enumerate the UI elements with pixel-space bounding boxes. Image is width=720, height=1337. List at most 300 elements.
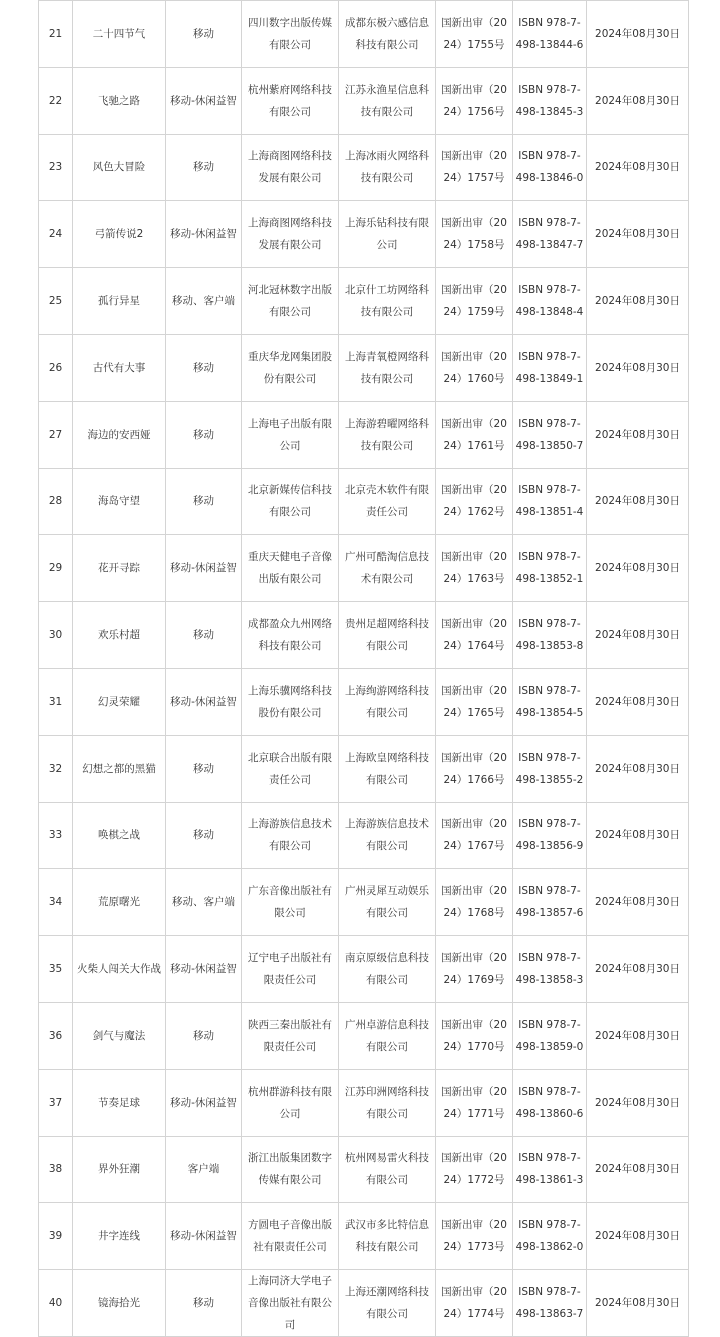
- isbn-number-cell: [513, 668, 587, 735]
- approval-number-cell: [436, 468, 513, 535]
- publisher-name-cell: [242, 668, 339, 735]
- row-number-cell: [39, 668, 73, 735]
- approval-date: 2024年08月30日: [595, 161, 680, 174]
- game-type-cell: [166, 401, 242, 468]
- row-number: 23: [48, 161, 63, 174]
- approval-number: 国新出审（2024）1760号: [441, 350, 507, 385]
- game-type: 移动: [193, 361, 214, 374]
- operator-name-cell: [339, 268, 436, 335]
- row-number: 24: [48, 228, 63, 241]
- table-row: [39, 1270, 689, 1337]
- isbn-number: ISBN 978-7-498-13858-3: [515, 952, 584, 987]
- game-type: 移动: [193, 829, 214, 842]
- publisher-name: 杭州紫府网络科技有限公司: [248, 83, 332, 118]
- publisher-name-cell: [242, 869, 339, 936]
- game-name-cell: [73, 668, 166, 735]
- approval-number-cell: [436, 735, 513, 802]
- row-number-cell: [39, 1002, 73, 1069]
- game-type: 移动-休闲益智: [170, 963, 237, 976]
- operator-name-cell: [339, 201, 436, 268]
- table-row: [39, 1203, 689, 1270]
- table-row: [39, 1002, 689, 1069]
- row-number-cell: [39, 735, 73, 802]
- row-number-cell: [39, 1, 73, 68]
- row-number-cell: [39, 134, 73, 201]
- operator-name-cell: [339, 1203, 436, 1270]
- row-number-cell: [39, 334, 73, 401]
- row-number-cell: [39, 869, 73, 936]
- approval-number-cell: [436, 535, 513, 602]
- publisher-name-cell: [242, 802, 339, 869]
- operator-name: 广州灵犀互动娱乐有限公司: [345, 885, 429, 920]
- publisher-name-cell: [242, 1136, 339, 1203]
- approval-number-cell: [436, 268, 513, 335]
- operator-name: 上海游族信息技术有限公司: [345, 818, 429, 853]
- operator-name: 成都东极六感信息科技有限公司: [345, 16, 429, 51]
- isbn-number-cell: [513, 869, 587, 936]
- isbn-number-cell: [513, 936, 587, 1003]
- row-number-cell: [39, 1069, 73, 1136]
- game-type: 移动-休闲益智: [170, 695, 237, 708]
- approval-number: 国新出审（2024）1769号: [441, 952, 507, 987]
- approval-date: 2024年08月30日: [595, 629, 680, 642]
- row-number: 21: [48, 27, 63, 40]
- game-name: 幻灵荣耀: [98, 695, 140, 708]
- game-type: 移动、客户端: [172, 295, 235, 308]
- operator-name: 南京原级信息科技有限公司: [345, 952, 429, 987]
- publisher-name: 北京联合出版有限责任公司: [248, 751, 332, 786]
- approval-date: 2024年08月30日: [595, 1230, 680, 1243]
- approval-number: 国新出审（2024）1772号: [441, 1152, 507, 1187]
- game-name: 飞驰之路: [98, 94, 140, 107]
- approval-date-cell: [587, 602, 689, 669]
- isbn-number-cell: [513, 201, 587, 268]
- approval-date-cell: [587, 268, 689, 335]
- isbn-number: ISBN 978-7-498-13853-8: [515, 618, 584, 653]
- approval-number: 国新出审（2024）1759号: [441, 284, 507, 319]
- operator-name: 北京壳木软件有限责任公司: [345, 484, 429, 519]
- operator-name-cell: [339, 334, 436, 401]
- row-number: 30: [48, 629, 63, 642]
- table-row: [39, 668, 689, 735]
- isbn-number: ISBN 978-7-498-13857-6: [515, 885, 584, 920]
- game-type-cell: [166, 1203, 242, 1270]
- row-number: 31: [48, 695, 63, 708]
- approval-date: 2024年08月30日: [595, 94, 680, 107]
- approval-number: 国新出审（2024）1762号: [441, 484, 507, 519]
- approval-date: 2024年08月30日: [595, 428, 680, 441]
- approval-date: 2024年08月30日: [595, 762, 680, 775]
- table-row: [39, 468, 689, 535]
- table-row: [39, 735, 689, 802]
- isbn-number-cell: [513, 802, 587, 869]
- game-approval-table: [38, 0, 689, 1337]
- game-name-cell: [73, 869, 166, 936]
- operator-name-cell: [339, 134, 436, 201]
- isbn-number: ISBN 978-7-498-13856-9: [515, 818, 584, 853]
- row-number: 25: [48, 295, 63, 308]
- approval-number: 国新出审（2024）1774号: [441, 1286, 507, 1321]
- approval-number-cell: [436, 1270, 513, 1337]
- game-name: 欢乐村超: [98, 629, 140, 642]
- isbn-number: ISBN 978-7-498-13852-1: [515, 551, 584, 586]
- isbn-number-cell: [513, 1203, 587, 1270]
- approval-number: 国新出审（2024）1763号: [441, 551, 507, 586]
- approval-number: 国新出审（2024）1768号: [441, 885, 507, 920]
- game-name-cell: [73, 401, 166, 468]
- game-name-cell: [73, 134, 166, 201]
- approval-number-cell: [436, 668, 513, 735]
- game-type: 移动: [193, 161, 214, 174]
- isbn-number: ISBN 978-7-498-13863-7: [515, 1286, 584, 1321]
- game-type-cell: [166, 268, 242, 335]
- row-number-cell: [39, 936, 73, 1003]
- publisher-name-cell: [242, 735, 339, 802]
- row-number-cell: [39, 1136, 73, 1203]
- operator-name-cell: [339, 1002, 436, 1069]
- row-number: 22: [48, 94, 63, 107]
- approval-number: 国新出审（2024）1767号: [441, 818, 507, 853]
- game-name: 风色大冒险: [92, 161, 146, 174]
- approval-number: 国新出审（2024）1773号: [441, 1219, 507, 1254]
- approval-date: 2024年08月30日: [595, 1297, 680, 1310]
- publisher-name: 上海同济大学电子音像出版社有限公司: [248, 1275, 332, 1332]
- game-name-cell: [73, 1270, 166, 1337]
- approval-date-cell: [587, 802, 689, 869]
- operator-name-cell: [339, 67, 436, 134]
- approval-date: 2024年08月30日: [595, 963, 680, 976]
- approval-date: 2024年08月30日: [595, 228, 680, 241]
- game-type: 移动: [193, 495, 214, 508]
- approval-number: 国新出审（2024）1758号: [441, 217, 507, 252]
- isbn-number-cell: [513, 334, 587, 401]
- table-row: [39, 334, 689, 401]
- game-type-cell: [166, 1136, 242, 1203]
- game-type: 移动-休闲益智: [170, 1096, 237, 1109]
- publisher-name: 浙江出版集团数字传媒有限公司: [248, 1152, 332, 1187]
- operator-name: 杭州网易雷火科技有限公司: [345, 1152, 429, 1187]
- approval-number-cell: [436, 67, 513, 134]
- isbn-number-cell: [513, 602, 587, 669]
- game-name: 花开寻踪: [98, 562, 140, 575]
- approval-date: 2024年08月30日: [595, 27, 680, 40]
- game-name: 古代有大事: [92, 361, 146, 374]
- operator-name-cell: [339, 1270, 436, 1337]
- approval-date: 2024年08月30日: [595, 1029, 680, 1042]
- game-type-cell: [166, 936, 242, 1003]
- publisher-name: 方圆电子音像出版社有限责任公司: [248, 1219, 332, 1254]
- approval-number: 国新出审（2024）1756号: [441, 83, 507, 118]
- publisher-name-cell: [242, 67, 339, 134]
- isbn-number-cell: [513, 535, 587, 602]
- approval-date: 2024年08月30日: [595, 695, 680, 708]
- publisher-name: 北京新媒传信科技有限公司: [248, 484, 332, 519]
- isbn-number-cell: [513, 134, 587, 201]
- approval-number-cell: [436, 602, 513, 669]
- isbn-number: ISBN 978-7-498-13851-4: [515, 484, 584, 519]
- game-type-cell: [166, 869, 242, 936]
- publisher-name: 陕西三秦出版社有限责任公司: [248, 1018, 332, 1053]
- isbn-number: ISBN 978-7-498-13855-2: [515, 751, 584, 786]
- approval-date: 2024年08月30日: [595, 562, 680, 575]
- game-name: 二十四节气: [92, 27, 146, 40]
- isbn-number: ISBN 978-7-498-13847-7: [515, 217, 584, 252]
- game-type: 移动: [193, 27, 214, 40]
- game-type-cell: [166, 802, 242, 869]
- approval-date-cell: [587, 134, 689, 201]
- operator-name-cell: [339, 401, 436, 468]
- row-number: 36: [48, 1029, 63, 1042]
- game-type-cell: [166, 67, 242, 134]
- game-type: 移动-休闲益智: [170, 228, 237, 241]
- operator-name: 上海欧皇网络科技有限公司: [345, 751, 429, 786]
- operator-name: 上海乐钻科技有限公司: [345, 217, 429, 252]
- isbn-number-cell: [513, 1270, 587, 1337]
- operator-name: 北京什工坊网络科技有限公司: [345, 284, 429, 319]
- isbn-number: ISBN 978-7-498-13850-7: [515, 417, 584, 452]
- table-row: [39, 1, 689, 68]
- approval-date: 2024年08月30日: [595, 829, 680, 842]
- row-number-cell: [39, 535, 73, 602]
- publisher-name: 广东音像出版社有限公司: [248, 885, 332, 920]
- row-number: 28: [48, 495, 63, 508]
- isbn-number-cell: [513, 67, 587, 134]
- approval-date: 2024年08月30日: [595, 1096, 680, 1109]
- game-name: 界外狂潮: [98, 1163, 140, 1176]
- row-number-cell: [39, 602, 73, 669]
- table-row: [39, 802, 689, 869]
- game-name-cell: [73, 334, 166, 401]
- publisher-name: 成都盈众九州网络科技有限公司: [248, 618, 332, 653]
- publisher-name-cell: [242, 201, 339, 268]
- approval-number-cell: [436, 334, 513, 401]
- approval-date-cell: [587, 468, 689, 535]
- isbn-number: ISBN 978-7-498-13844-6: [515, 16, 584, 51]
- approval-date-cell: [587, 401, 689, 468]
- game-name: 海边的安西娅: [87, 428, 151, 441]
- approval-date-cell: [587, 1270, 689, 1337]
- row-number: 32: [48, 762, 63, 775]
- operator-name-cell: [339, 1136, 436, 1203]
- game-type-cell: [166, 334, 242, 401]
- approval-date: 2024年08月30日: [595, 495, 680, 508]
- isbn-number: ISBN 978-7-498-13846-0: [515, 150, 584, 185]
- row-number: 33: [48, 829, 63, 842]
- approval-date: 2024年08月30日: [595, 1163, 680, 1176]
- row-number: 27: [48, 428, 63, 441]
- game-name-cell: [73, 735, 166, 802]
- game-name-cell: [73, 1, 166, 68]
- operator-name: 上海青氧橙网络科技有限公司: [345, 350, 429, 385]
- operator-name-cell: [339, 468, 436, 535]
- game-name: 节奏足球: [98, 1096, 140, 1109]
- approval-date: 2024年08月30日: [595, 295, 680, 308]
- operator-name: 上海绚游网络科技有限公司: [345, 684, 429, 719]
- publisher-name: 重庆华龙网集团股份有限公司: [248, 350, 332, 385]
- approval-date-cell: [587, 1136, 689, 1203]
- game-type-cell: [166, 735, 242, 802]
- game-type-cell: [166, 468, 242, 535]
- game-name: 海岛守望: [98, 495, 140, 508]
- row-number-cell: [39, 401, 73, 468]
- game-name: 幻想之都的黑猫: [82, 762, 156, 775]
- game-name-cell: [73, 1069, 166, 1136]
- publisher-name: 上海商图网络科技发展有限公司: [248, 150, 332, 185]
- publisher-name-cell: [242, 401, 339, 468]
- approval-date-cell: [587, 1069, 689, 1136]
- isbn-number: ISBN 978-7-498-13848-4: [515, 284, 584, 319]
- operator-name-cell: [339, 936, 436, 1003]
- operator-name: 江苏印洲网络科技有限公司: [345, 1085, 429, 1120]
- approval-number: 国新出审（2024）1770号: [441, 1018, 507, 1053]
- game-type-cell: [166, 1069, 242, 1136]
- game-type: 移动: [193, 1297, 214, 1310]
- game-name: 火柴人闯关大作战: [77, 963, 161, 976]
- game-type: 移动: [193, 762, 214, 775]
- operator-name-cell: [339, 602, 436, 669]
- game-type: 移动-休闲益智: [170, 1230, 237, 1243]
- approval-number: 国新出审（2024）1766号: [441, 751, 507, 786]
- game-name-cell: [73, 67, 166, 134]
- game-type-cell: [166, 134, 242, 201]
- approval-number-cell: [436, 802, 513, 869]
- game-name-cell: [73, 1203, 166, 1270]
- table-row: [39, 401, 689, 468]
- publisher-name: 上海商图网络科技发展有限公司: [248, 217, 332, 252]
- operator-name-cell: [339, 1069, 436, 1136]
- approval-number: 国新出审（2024）1764号: [441, 618, 507, 653]
- game-type: 移动、客户端: [172, 896, 235, 909]
- publisher-name-cell: [242, 134, 339, 201]
- publisher-name-cell: [242, 1069, 339, 1136]
- operator-name-cell: [339, 735, 436, 802]
- operator-name-cell: [339, 1, 436, 68]
- game-type: 移动: [193, 629, 214, 642]
- publisher-name-cell: [242, 602, 339, 669]
- table-row: [39, 134, 689, 201]
- game-name: 荒原曙光: [98, 896, 140, 909]
- approval-number-cell: [436, 201, 513, 268]
- row-number: 38: [48, 1163, 63, 1176]
- game-type-cell: [166, 602, 242, 669]
- game-name-cell: [73, 602, 166, 669]
- approval-number: 国新出审（2024）1771号: [441, 1085, 507, 1120]
- approval-date-cell: [587, 1, 689, 68]
- approval-date-cell: [587, 1203, 689, 1270]
- row-number-cell: [39, 802, 73, 869]
- row-number-cell: [39, 1203, 73, 1270]
- operator-name: 江苏永渔星信息科技有限公司: [345, 83, 429, 118]
- isbn-number-cell: [513, 468, 587, 535]
- approval-date-cell: [587, 201, 689, 268]
- game-name: 剑气与魔法: [92, 1029, 146, 1042]
- row-number-cell: [39, 67, 73, 134]
- game-type: 移动-休闲益智: [170, 562, 237, 575]
- game-name-cell: [73, 268, 166, 335]
- approval-date-cell: [587, 334, 689, 401]
- publisher-name: 河北冠林数字出版有限公司: [248, 284, 332, 319]
- game-name: 井字连线: [98, 1230, 140, 1243]
- publisher-name: 上海乐骥网络科技股份有限公司: [248, 684, 332, 719]
- isbn-number: ISBN 978-7-498-13862-0: [515, 1219, 584, 1254]
- operator-name: 广州卓游信息科技有限公司: [345, 1018, 429, 1053]
- table-row: [39, 535, 689, 602]
- approval-date: 2024年08月30日: [595, 896, 680, 909]
- operator-name-cell: [339, 668, 436, 735]
- row-number: 40: [48, 1297, 63, 1310]
- approval-date-cell: [587, 67, 689, 134]
- row-number-cell: [39, 268, 73, 335]
- publisher-name-cell: [242, 1, 339, 68]
- table-row: [39, 1069, 689, 1136]
- game-type: 客户端: [187, 1163, 220, 1176]
- row-number-cell: [39, 468, 73, 535]
- approval-number-cell: [436, 1069, 513, 1136]
- row-number: 39: [48, 1230, 63, 1243]
- game-type: 移动: [193, 1029, 214, 1042]
- publisher-name-cell: [242, 334, 339, 401]
- game-name-cell: [73, 535, 166, 602]
- approval-number: 国新出审（2024）1755号: [441, 16, 507, 51]
- isbn-number: ISBN 978-7-498-13861-3: [515, 1152, 584, 1187]
- game-name-cell: [73, 1002, 166, 1069]
- game-name-cell: [73, 201, 166, 268]
- table-body: [39, 1, 689, 1337]
- approval-number-cell: [436, 1203, 513, 1270]
- isbn-number-cell: [513, 1002, 587, 1069]
- approval-number-cell: [436, 134, 513, 201]
- table-row: [39, 936, 689, 1003]
- publisher-name-cell: [242, 1203, 339, 1270]
- publisher-name: 重庆天健电子音像出版有限公司: [248, 551, 332, 586]
- row-number: 26: [48, 361, 63, 374]
- game-name-cell: [73, 1136, 166, 1203]
- table-row: [39, 602, 689, 669]
- approval-number: 国新出审（2024）1761号: [441, 417, 507, 452]
- game-name: 镜海拾光: [98, 1297, 140, 1310]
- table-row: [39, 268, 689, 335]
- approval-date-cell: [587, 936, 689, 1003]
- approval-date-cell: [587, 869, 689, 936]
- approval-date-cell: [587, 735, 689, 802]
- operator-name-cell: [339, 802, 436, 869]
- game-name-cell: [73, 802, 166, 869]
- publisher-name-cell: [242, 468, 339, 535]
- isbn-number: ISBN 978-7-498-13845-3: [515, 83, 584, 118]
- approval-date-cell: [587, 535, 689, 602]
- publisher-name-cell: [242, 1002, 339, 1069]
- approval-date-cell: [587, 668, 689, 735]
- publisher-name: 杭州群游科技有限公司: [248, 1085, 332, 1120]
- operator-name: 上海还潮网络科技有限公司: [345, 1286, 429, 1321]
- game-name: 弓箭传说2: [94, 228, 144, 241]
- isbn-number-cell: [513, 1, 587, 68]
- approval-number: 国新出审（2024）1765号: [441, 684, 507, 719]
- approval-number-cell: [436, 869, 513, 936]
- game-type: 移动-休闲益智: [170, 94, 237, 107]
- row-number-cell: [39, 1270, 73, 1337]
- table-row: [39, 869, 689, 936]
- operator-name: 贵州足超网络科技有限公司: [345, 618, 429, 653]
- isbn-number: ISBN 978-7-498-13860-6: [515, 1085, 584, 1120]
- approval-number-cell: [436, 1136, 513, 1203]
- publisher-name-cell: [242, 535, 339, 602]
- isbn-number: ISBN 978-7-498-13849-1: [515, 350, 584, 385]
- row-number: 37: [48, 1096, 63, 1109]
- isbn-number: ISBN 978-7-498-13859-0: [515, 1018, 584, 1053]
- publisher-name: 四川数字出版传媒有限公司: [248, 16, 332, 51]
- publisher-name-cell: [242, 936, 339, 1003]
